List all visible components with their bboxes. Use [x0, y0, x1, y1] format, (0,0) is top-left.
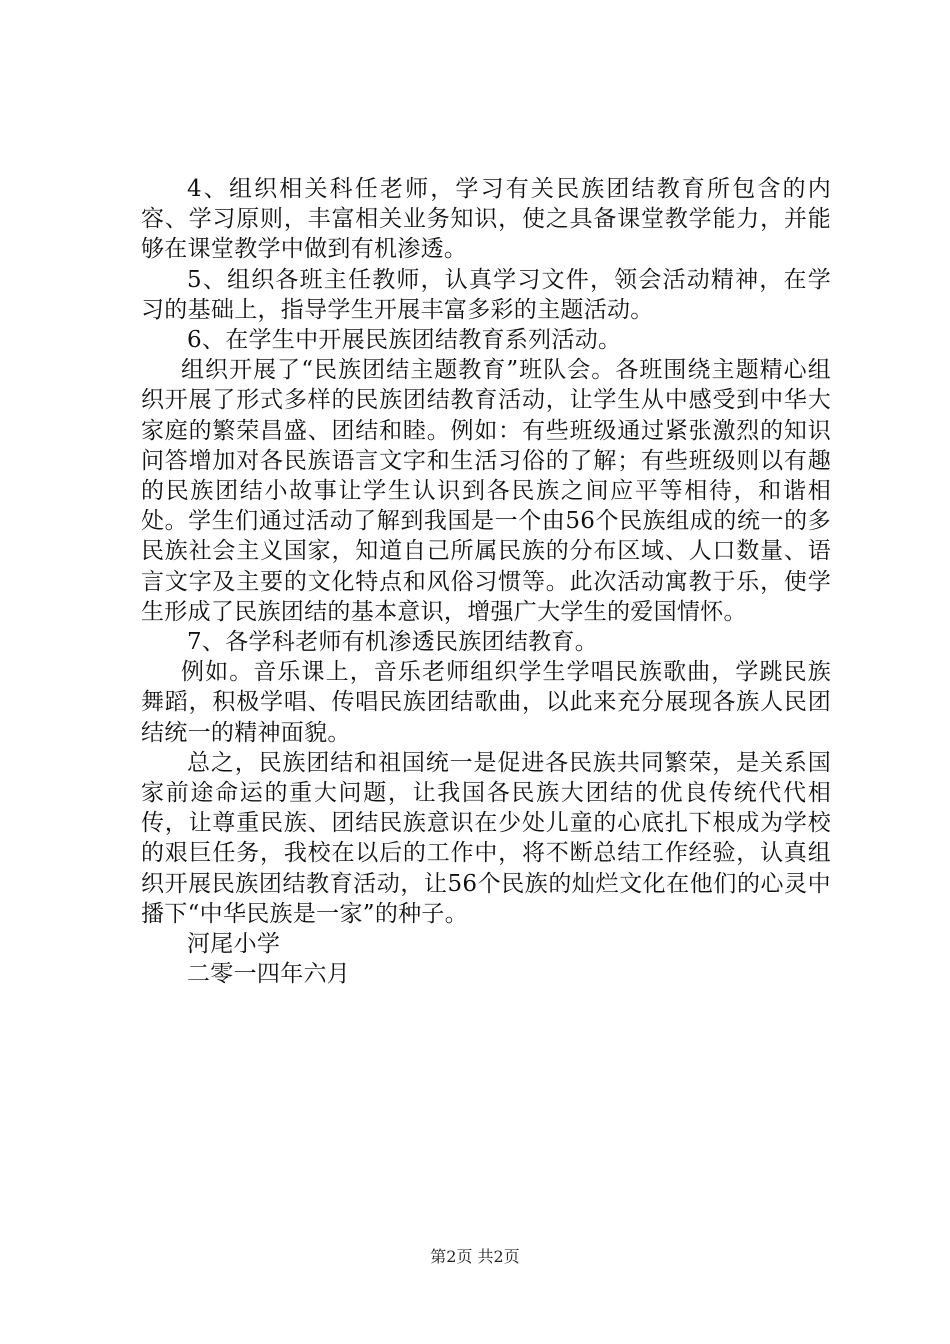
document-body	[141, 174, 831, 989]
page-footer: 第2页 共2页	[430, 1247, 520, 1266]
paragraph-item-5: 5、组织各班主任教师，认真学习文件，领会活动精神，在学习的基础上，指导学生开展丰富多彩的主题活动。	[141, 266, 831, 323]
signature-school: 河尾小学	[187, 931, 281, 958]
paragraph-item-6: 6、在学生中开展民族团结教育系列活动。	[187, 327, 622, 354]
paragraph-conclusion: 总之，民族团结和祖国统一是促进各民族共同繁荣，是关系国家前途命运的重大问题，让我国各民族大团结的优良传统代代相传，让尊重民族、团结民族意识在少处儿童的心底扎下根成为学校的艰巨任务，我校在以后的工作中，将不断总结工作经验，认真组织开展民族团结教育活动，让56个民族的灿烂文化在他们的心灵中播下“中华民族是一家”的种子。	[141, 749, 831, 927]
signature-date: 二零一四年六月	[187, 961, 351, 988]
paragraph-item-4: 4、组织相关科任老师，学习有关民族团结教育所包含的内容、学习原则，丰富相关业务知识，使之具备课堂教学能力，并能够在课堂教学中做到有机渗透。	[141, 176, 831, 263]
paragraph-class-meeting: 组织开展了“民族团结主题教育”班队会。各班围绕主题精心组织开展了形式多样的民族团结教育活动，让学生从中感受到中华大家庭的繁荣昌盛、团结和睦。例如：有些班级通过紧张激烈的知识问答增加对各民族语言文字和生活习俗的了解；有些班级则以有趣的民族团结小故事让学生认识到各民族之间应平等相待，和谐相处。学生们通过活动了解到我国是一个由56个民族组成的统一的多民族社会主义国家，知道自己所属民族的分布区域、人口数量、语言文字及主要的文化特点和风俗习惯等。此次活动寓教于乐，使学生形成了民族团结的基本意识，增强广大学生的爱国情怀。	[141, 357, 831, 625]
paragraph-item-7: 7、各学科老师有机渗透民族团结教育。	[187, 629, 599, 656]
paragraph-music-example: 例如。音乐课上，音乐老师组织学生学唱民族歌曲，学跳民族舞蹈，积极学唱、传唱民族团结歌曲，以此来充分展现各族人民团结统一的精神面貌。	[141, 659, 831, 746]
